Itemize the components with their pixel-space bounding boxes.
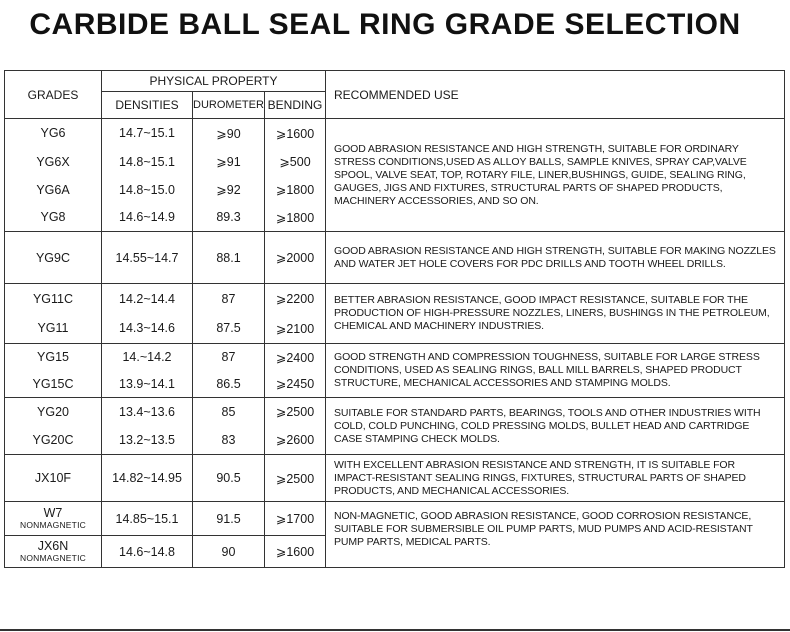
- header-durometer: DUROMETER: [193, 92, 265, 119]
- grade-cell: YG6X: [5, 148, 102, 176]
- density-cell: 14.6~14.9: [102, 204, 193, 232]
- density-cell: 14.~14.2: [102, 344, 193, 371]
- grade-cell: JX10F: [5, 455, 102, 502]
- grade-cell: YG15: [5, 344, 102, 371]
- grade-cell: YG9C: [5, 232, 102, 284]
- density-cell: 13.9~14.1: [102, 371, 193, 398]
- durometer-cell: 87: [193, 344, 265, 371]
- bending-cell: ⩾1800: [265, 204, 326, 232]
- header-recommended-use: RECOMMENDED USE: [326, 71, 785, 119]
- table-row: [5, 119, 785, 148]
- page-title: CARBIDE BALL SEAL RING GRADE SELECTION: [29, 8, 741, 41]
- durometer-cell: 86.5: [193, 371, 265, 398]
- grade-cell: YG20: [5, 398, 102, 426]
- bending-cell: ⩾2500: [265, 455, 326, 502]
- durometer-cell: 88.1: [193, 232, 265, 284]
- durometer-cell: 90.5: [193, 455, 265, 502]
- durometer-cell: ⩾90: [193, 119, 265, 148]
- bending-cell: ⩾2450: [265, 371, 326, 398]
- bending-cell: ⩾2500: [265, 398, 326, 426]
- header-bending: BENDING: [265, 92, 326, 119]
- table-row: [5, 284, 785, 314]
- grade-name: JX6N: [37, 538, 69, 553]
- density-cell: 13.4~13.6: [102, 398, 193, 426]
- density-cell: 14.8~15.1: [102, 148, 193, 176]
- table-row: [5, 232, 785, 284]
- grade-name: W7: [43, 505, 63, 520]
- recommended-use-cell: SUITABLE FOR STANDARD PARTS, BEARINGS, TOOLS AND OTHER INDUSTRIES WITH COLD, COLD PUNCHING, COLD PRESSING MOLDS, BULLET HEAD AND CARTRIDGE CASE STAMPING CHECK MOLDS.: [326, 398, 785, 455]
- density-cell: 14.3~14.6: [102, 314, 193, 344]
- durometer-cell: 87: [193, 284, 265, 314]
- bending-cell: ⩾2100: [265, 314, 326, 344]
- recommended-use-cell: WITH EXCELLENT ABRASION RESISTANCE AND STRENGTH, IT IS SUITABLE FOR IMPACT-RESISTANT SEALING RINGS, FIXTURES, STRUCTURAL PARTS OF SHAPED PRODUCTS, AND MECHANICAL ACCESSORIES.: [326, 455, 785, 502]
- bending-cell: ⩾1700: [265, 502, 326, 536]
- bending-cell: ⩾2200: [265, 284, 326, 314]
- bending-cell: ⩾500: [265, 148, 326, 176]
- table-row: [5, 344, 785, 371]
- grade-cell: YG6A: [5, 176, 102, 204]
- bending-cell: ⩾2000: [265, 232, 326, 284]
- grade-cell: [5, 536, 102, 568]
- table-row: [5, 502, 785, 536]
- grade-subtitle: NONMAGNETIC: [20, 519, 86, 530]
- recommended-use-cell: GOOD ABRASION RESISTANCE AND HIGH STRENGTH, SUITABLE FOR ORDINARY STRESS CONDITIONS,USED AS ALLOY BALLS, SAMPLE KNIVES, SPRAY CAP,VALVE SPOOL, VALVE SEAT, TOP, ROTARY FILE, LINER,BUSHINGS, GUIDE, SEALING RING, GAUGES, JIGS AND FIXTURES, STRUCTURAL PARTS OF SHAPED PRODUCTS, MACHINERY ACCESSORIES, AND SO ON.: [326, 119, 785, 232]
- durometer-cell: ⩾91: [193, 148, 265, 176]
- recommended-use-cell: BETTER ABRASION RESISTANCE, GOOD IMPACT RESISTANCE, SUITABLE FOR THE PRODUCTION OF HIGH-PRESSURE NOZZLES, LINERS, BUSHINGS IN THE PETROLEUM, CHEMICAL AND MACHINERY INDUSTRIES.: [326, 284, 785, 344]
- grade-subtitle: NONMAGNETIC: [20, 552, 86, 563]
- density-cell: 14.82~14.95: [102, 455, 193, 502]
- header-physical-property: PHYSICAL PROPERTY: [102, 71, 326, 92]
- grade-cell: YG11: [5, 314, 102, 344]
- grade-cell: YG8: [5, 204, 102, 232]
- recommended-use-cell: GOOD STRENGTH AND COMPRESSION TOUGHNESS, SUITABLE FOR LARGE STRESS CONDITIONS, USED AS SEALING RINGS, BALL MILL BARRELS, SHAPED PRODUCT STRUCTURE, MECHANICAL ACCESSORIES AND STAMPING MOLDS.: [326, 344, 785, 398]
- grade-cell: YG15C: [5, 371, 102, 398]
- durometer-cell: 90: [193, 536, 265, 568]
- recommended-use-cell: NON-MAGNETIC, GOOD ABRASION RESISTANCE, GOOD CORROSION RESISTANCE, SUITABLE FOR SUBMERSIBLE OIL PUMP PARTS, MUD PUMPS AND ACID-RESISTANT PUMP PARTS, MEDICAL PARTS.: [326, 502, 785, 568]
- grade-cell: [5, 502, 102, 536]
- header-grades: GRADES: [5, 71, 102, 119]
- header-densities: DENSITIES: [102, 92, 193, 119]
- recommended-use-cell: GOOD ABRASION RESISTANCE AND HIGH STRENGTH, SUITABLE FOR MAKING NOZZLES AND WATER JET HOLE COVERS FOR PDC DRILLS AND TOOTH WHEEL DRILLS.: [326, 232, 785, 284]
- bending-cell: ⩾1600: [265, 119, 326, 148]
- bending-cell: ⩾2400: [265, 344, 326, 371]
- bending-cell: ⩾1600: [265, 536, 326, 568]
- table-row: [5, 398, 785, 426]
- durometer-cell: 83: [193, 426, 265, 455]
- durometer-cell: 89.3: [193, 204, 265, 232]
- grade-cell: YG6: [5, 119, 102, 148]
- density-cell: 14.55~14.7: [102, 232, 193, 284]
- density-cell: 14.7~15.1: [102, 119, 193, 148]
- density-cell: 14.85~15.1: [102, 502, 193, 536]
- bending-cell: ⩾2600: [265, 426, 326, 455]
- bending-cell: ⩾1800: [265, 176, 326, 204]
- density-cell: 14.6~14.8: [102, 536, 193, 568]
- grade-cell: YG20C: [5, 426, 102, 455]
- durometer-cell: 87.5: [193, 314, 265, 344]
- density-cell: 14.8~15.0: [102, 176, 193, 204]
- table-row: [5, 455, 785, 502]
- grade-table: [4, 70, 785, 568]
- grade-cell: YG11C: [5, 284, 102, 314]
- durometer-cell: ⩾92: [193, 176, 265, 204]
- durometer-cell: 85: [193, 398, 265, 426]
- density-cell: 14.2~14.4: [102, 284, 193, 314]
- density-cell: 13.2~13.5: [102, 426, 193, 455]
- durometer-cell: 91.5: [193, 502, 265, 536]
- bottom-divider: [0, 629, 790, 631]
